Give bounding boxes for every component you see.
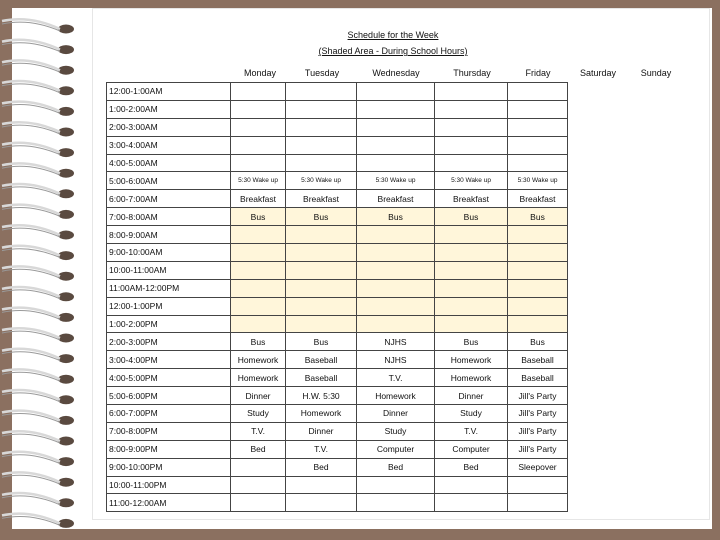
time-slot-label: 3:00-4:00PM bbox=[107, 351, 231, 369]
schedule-cell: Dinner bbox=[435, 387, 508, 405]
schedule-cell: Dinner bbox=[286, 422, 357, 440]
schedule-cell: Bus bbox=[231, 333, 286, 351]
table-row bbox=[107, 190, 568, 208]
schedule-cell bbox=[286, 118, 357, 136]
day-header-monday: Monday bbox=[243, 68, 277, 78]
schedule-cell bbox=[508, 154, 568, 172]
schedule-cell bbox=[508, 226, 568, 244]
schedule-cell bbox=[508, 494, 568, 512]
schedule-cell: Bus bbox=[508, 333, 568, 351]
schedule-table bbox=[106, 82, 568, 512]
schedule-cell bbox=[435, 261, 508, 279]
schedule-cell bbox=[435, 279, 508, 297]
spiral-ring-icon bbox=[2, 163, 74, 177]
schedule-cell: 5:30 Wake up bbox=[435, 172, 508, 190]
spiral-ring-icon bbox=[2, 205, 74, 219]
schedule-cell bbox=[286, 494, 357, 512]
table-row bbox=[107, 387, 568, 405]
schedule-cell: Dinner bbox=[357, 405, 435, 423]
spiral-ring-icon bbox=[2, 472, 74, 486]
schedule-cell bbox=[286, 154, 357, 172]
time-slot-label: 1:00-2:00PM bbox=[107, 315, 231, 333]
schedule-cell bbox=[508, 83, 568, 101]
schedule-cell bbox=[286, 100, 357, 118]
table-row bbox=[107, 100, 568, 118]
schedule-cell bbox=[231, 279, 286, 297]
page-title: Schedule for the Week bbox=[347, 30, 439, 40]
schedule-cell bbox=[435, 226, 508, 244]
table-row bbox=[107, 369, 568, 387]
schedule-cell: Jill's Party bbox=[508, 422, 568, 440]
schedule-cell: 5:30 Wake up bbox=[286, 172, 357, 190]
table-row bbox=[107, 315, 568, 333]
schedule-cell bbox=[231, 297, 286, 315]
schedule-cell: Bus bbox=[435, 333, 508, 351]
spiral-ring-icon bbox=[2, 390, 74, 404]
schedule-cell: Jill's Party bbox=[508, 440, 568, 458]
schedule-cell bbox=[508, 136, 568, 154]
table-row bbox=[107, 279, 568, 297]
schedule-cell: Bed bbox=[435, 458, 508, 476]
schedule-cell bbox=[508, 100, 568, 118]
day-header-thursday: Thursday bbox=[453, 68, 491, 78]
schedule-cell bbox=[286, 83, 357, 101]
schedule-cell bbox=[231, 244, 286, 262]
time-slot-label: 9:00-10:00PM bbox=[107, 458, 231, 476]
schedule-cell bbox=[286, 244, 357, 262]
schedule-cell bbox=[231, 100, 286, 118]
time-slot-label: 6:00-7:00PM bbox=[107, 405, 231, 423]
schedule-cell: Baseball bbox=[286, 369, 357, 387]
spiral-ring-icon bbox=[2, 369, 74, 383]
table-row bbox=[107, 422, 568, 440]
schedule-cell bbox=[435, 297, 508, 315]
spiral-ring-icon bbox=[2, 452, 74, 466]
schedule-cell: Bus bbox=[508, 208, 568, 226]
schedule-cell bbox=[435, 476, 508, 494]
schedule-cell bbox=[231, 136, 286, 154]
table-row bbox=[107, 83, 568, 101]
time-slot-label: 5:00-6:00AM bbox=[107, 172, 231, 190]
schedule-cell: Baseball bbox=[508, 351, 568, 369]
schedule-cell bbox=[231, 154, 286, 172]
spiral-binding bbox=[0, 0, 90, 540]
schedule-cell: Bus bbox=[231, 208, 286, 226]
schedule-cell: 5:30 Wake up bbox=[231, 172, 286, 190]
schedule-cell: Study bbox=[435, 405, 508, 423]
spiral-ring-icon bbox=[2, 246, 74, 260]
schedule-cell: T.V. bbox=[435, 422, 508, 440]
schedule-cell: Breakfast bbox=[435, 190, 508, 208]
schedule-cell: Homework bbox=[286, 405, 357, 423]
time-slot-label: 2:00-3:00PM bbox=[107, 333, 231, 351]
schedule-cell: Bus bbox=[286, 208, 357, 226]
schedule-cell: Bus bbox=[286, 333, 357, 351]
spiral-ring-icon bbox=[2, 266, 74, 280]
day-header-wednesday: Wednesday bbox=[372, 68, 420, 78]
table-row bbox=[107, 297, 568, 315]
schedule-cell: Homework bbox=[231, 351, 286, 369]
schedule-cell: 5:30 Wake up bbox=[357, 172, 435, 190]
schedule-cell: NJHS bbox=[357, 351, 435, 369]
schedule-cell: Bed bbox=[357, 458, 435, 476]
table-row bbox=[107, 261, 568, 279]
time-slot-label: 9:00-10:00AM bbox=[107, 244, 231, 262]
schedule-cell: Baseball bbox=[286, 351, 357, 369]
schedule-cell: Computer bbox=[357, 440, 435, 458]
spiral-ring-icon bbox=[2, 493, 74, 507]
schedule-cell: Homework bbox=[231, 369, 286, 387]
schedule-cell: Breakfast bbox=[286, 190, 357, 208]
schedule-cell: Homework bbox=[435, 351, 508, 369]
schedule-cell: Bed bbox=[286, 458, 357, 476]
schedule-cell bbox=[357, 494, 435, 512]
schedule-cell bbox=[286, 476, 357, 494]
spiral-ring-icon bbox=[2, 431, 74, 445]
table-row bbox=[107, 244, 568, 262]
time-slot-label: 4:00-5:00PM bbox=[107, 369, 231, 387]
table-row bbox=[107, 172, 568, 190]
time-slot-label: 10:00-11:00PM bbox=[107, 476, 231, 494]
schedule-cell bbox=[357, 83, 435, 101]
schedule-cell bbox=[357, 476, 435, 494]
schedule-cell bbox=[435, 154, 508, 172]
spiral-ring-icon bbox=[2, 60, 74, 74]
schedule-cell bbox=[508, 476, 568, 494]
schedule-cell bbox=[286, 261, 357, 279]
schedule-cell bbox=[286, 297, 357, 315]
schedule-cell bbox=[231, 261, 286, 279]
schedule-cell: Homework bbox=[435, 369, 508, 387]
schedule-cell: Breakfast bbox=[508, 190, 568, 208]
table-row bbox=[107, 333, 568, 351]
schedule-cell: Dinner bbox=[231, 387, 286, 405]
table-row bbox=[107, 458, 568, 476]
schedule-cell: Study bbox=[357, 422, 435, 440]
schedule-cell bbox=[435, 244, 508, 262]
time-slot-label: 10:00-11:00AM bbox=[107, 261, 231, 279]
schedule-cell: Breakfast bbox=[231, 190, 286, 208]
schedule-cell bbox=[435, 315, 508, 333]
schedule-cell bbox=[231, 315, 286, 333]
spiral-ring-icon bbox=[2, 122, 74, 136]
schedule-cell: Breakfast bbox=[357, 190, 435, 208]
schedule-cell: Study bbox=[231, 405, 286, 423]
schedule-cell: Homework bbox=[357, 387, 435, 405]
schedule-cell: NJHS bbox=[357, 333, 435, 351]
time-slot-label: 11:00-12:00AM bbox=[107, 494, 231, 512]
time-slot-label: 7:00-8:00AM bbox=[107, 208, 231, 226]
schedule-cell bbox=[357, 118, 435, 136]
table-row bbox=[107, 226, 568, 244]
schedule-cell bbox=[286, 226, 357, 244]
schedule-cell bbox=[508, 279, 568, 297]
time-slot-label: 12:00-1:00AM bbox=[107, 83, 231, 101]
schedule-cell: Bed bbox=[231, 440, 286, 458]
schedule-cell bbox=[508, 297, 568, 315]
schedule-cell bbox=[286, 136, 357, 154]
table-row bbox=[107, 476, 568, 494]
schedule-cell bbox=[231, 83, 286, 101]
time-slot-label: 6:00-7:00AM bbox=[107, 190, 231, 208]
schedule-cell bbox=[231, 226, 286, 244]
schedule-cell: Jill's Party bbox=[508, 405, 568, 423]
schedule-cell bbox=[357, 261, 435, 279]
schedule-cell bbox=[231, 118, 286, 136]
schedule-cell bbox=[357, 297, 435, 315]
schedule-cell bbox=[508, 261, 568, 279]
page-subtitle: (Shaded Area - During School Hours) bbox=[318, 46, 468, 56]
day-header-saturday: Saturday bbox=[579, 68, 617, 78]
spiral-ring-icon bbox=[2, 514, 74, 528]
spiral-ring-icon bbox=[2, 225, 74, 239]
table-row bbox=[107, 208, 568, 226]
time-slot-label: 2:00-3:00AM bbox=[107, 118, 231, 136]
spiral-ring-icon bbox=[2, 411, 74, 425]
table-row bbox=[107, 351, 568, 369]
spiral-ring-icon bbox=[2, 349, 74, 363]
schedule-cell bbox=[286, 279, 357, 297]
time-slot-label: 11:00AM-12:00PM bbox=[107, 279, 231, 297]
schedule-cell bbox=[357, 315, 435, 333]
schedule-cell bbox=[286, 315, 357, 333]
table-row bbox=[107, 494, 568, 512]
schedule-cell bbox=[508, 118, 568, 136]
time-slot-label: 8:00-9:00AM bbox=[107, 226, 231, 244]
table-row bbox=[107, 405, 568, 423]
spiral-ring-icon bbox=[2, 328, 74, 342]
schedule-cell bbox=[231, 458, 286, 476]
time-slot-label: 5:00-6:00PM bbox=[107, 387, 231, 405]
schedule-cell bbox=[357, 136, 435, 154]
schedule-cell bbox=[357, 279, 435, 297]
spiral-ring-icon bbox=[2, 287, 74, 301]
schedule-cell bbox=[231, 494, 286, 512]
schedule-cell: T.V. bbox=[357, 369, 435, 387]
table-row bbox=[107, 118, 568, 136]
schedule-cell: Bus bbox=[357, 208, 435, 226]
schedule-cell bbox=[357, 226, 435, 244]
schedule-cell: Sleepover bbox=[508, 458, 568, 476]
schedule-cell: Baseball bbox=[508, 369, 568, 387]
time-slot-label: 1:00-2:00AM bbox=[107, 100, 231, 118]
schedule-cell bbox=[357, 244, 435, 262]
schedule-cell: Bus bbox=[435, 208, 508, 226]
day-header-friday: Friday bbox=[525, 68, 551, 78]
time-slot-label: 12:00-1:00PM bbox=[107, 297, 231, 315]
schedule-cell bbox=[435, 118, 508, 136]
spiral-ring-icon bbox=[2, 143, 74, 157]
schedule-cell bbox=[231, 476, 286, 494]
schedule-cell bbox=[435, 83, 508, 101]
schedule-cell bbox=[435, 100, 508, 118]
spiral-ring-icon bbox=[2, 102, 74, 116]
schedule-cell bbox=[508, 244, 568, 262]
schedule-cell bbox=[508, 315, 568, 333]
schedule-cell bbox=[435, 494, 508, 512]
schedule-cell: Jill's Party bbox=[508, 387, 568, 405]
schedule-cell: T.V. bbox=[286, 440, 357, 458]
time-slot-label: 7:00-8:00PM bbox=[107, 422, 231, 440]
spiral-ring-icon bbox=[2, 81, 74, 95]
schedule-cell: T.V. bbox=[231, 422, 286, 440]
time-slot-label: 4:00-5:00AM bbox=[107, 154, 231, 172]
time-slot-label: 3:00-4:00AM bbox=[107, 136, 231, 154]
spiral-ring-icon bbox=[2, 308, 74, 322]
schedule-cell: 5:30 Wake up bbox=[508, 172, 568, 190]
schedule-cell bbox=[357, 154, 435, 172]
day-header-tuesday: Tuesday bbox=[304, 68, 340, 78]
schedule-cell: Computer bbox=[435, 440, 508, 458]
day-header-sunday: Sunday bbox=[640, 68, 672, 78]
schedule-cell bbox=[435, 136, 508, 154]
time-slot-label: 8:00-9:00PM bbox=[107, 440, 231, 458]
table-row bbox=[107, 154, 568, 172]
table-row bbox=[107, 440, 568, 458]
spiral-ring-icon bbox=[2, 184, 74, 198]
schedule-cell bbox=[357, 100, 435, 118]
schedule-cell: H.W. 5:30 bbox=[286, 387, 357, 405]
table-row bbox=[107, 136, 568, 154]
